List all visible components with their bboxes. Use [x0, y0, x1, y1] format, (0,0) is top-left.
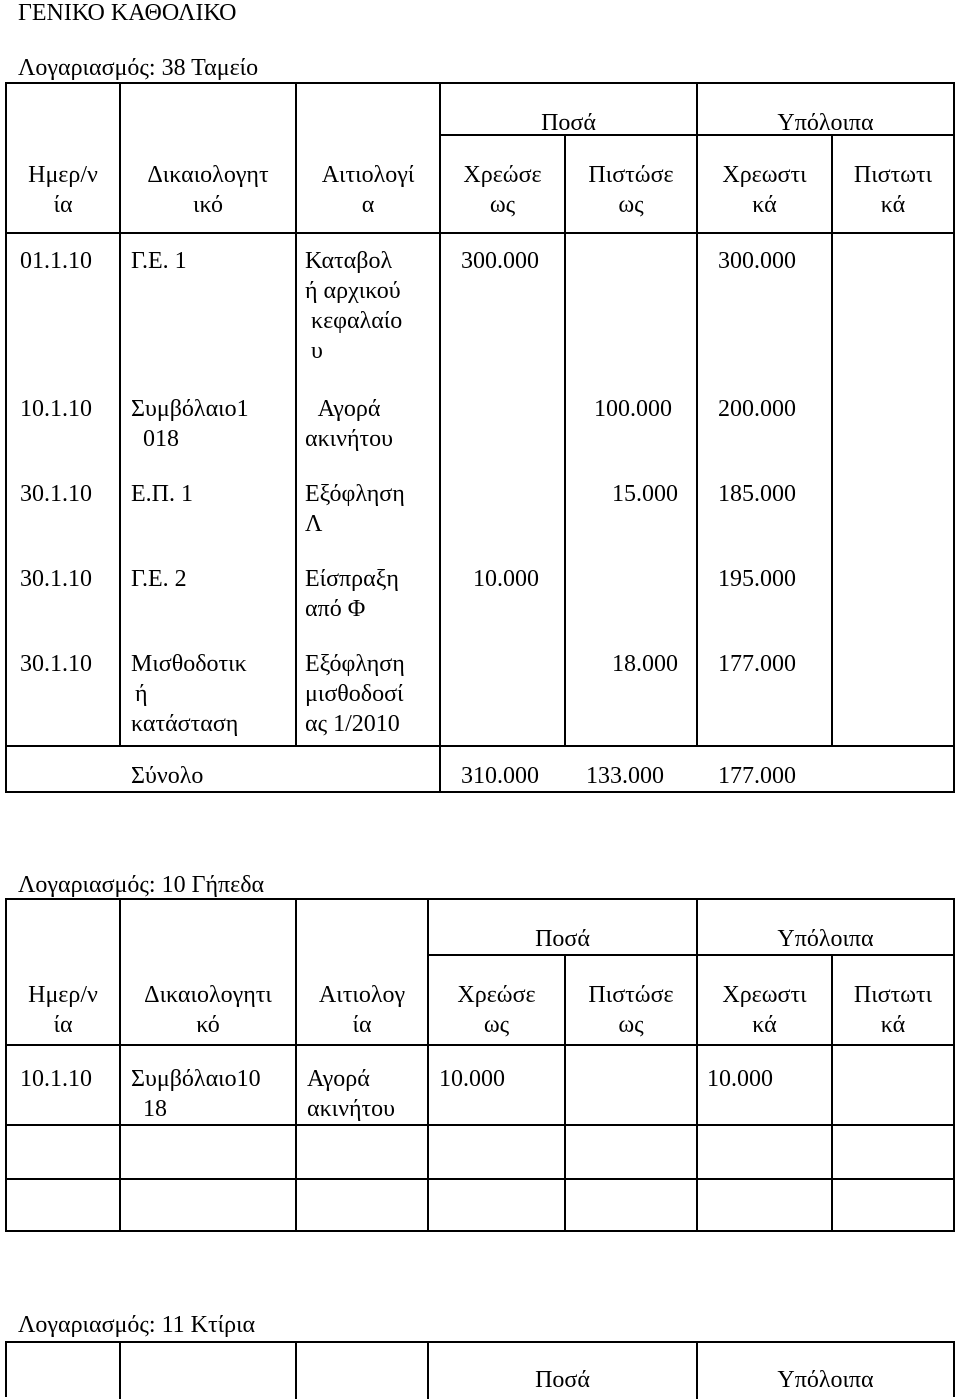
row-balance-debit: 300.000 [718, 248, 796, 274]
row-date: 01.1.10 [20, 248, 92, 274]
row-balance-debit: 177.000 [718, 651, 796, 677]
column-header-debit: Χρεώσε ως [457, 982, 536, 1038]
row-balance-debit: 200.000 [718, 396, 796, 422]
column-header-date: Ημερ/ν ία [28, 982, 98, 1038]
total-label: Σύνολο [131, 763, 204, 789]
ledger-table-38 [5, 82, 955, 793]
row-debit: 300.000 [461, 248, 539, 274]
row-debit: 10.000 [439, 1066, 505, 1092]
total-credit: 133.000 [586, 763, 664, 789]
row-document: Γ.Ε. 2 [131, 566, 187, 592]
row-balance-debit: 10.000 [707, 1066, 773, 1092]
column-header-credit: Πιστώσε ως [588, 982, 674, 1038]
row-document: Μισθοδοτικ ή κατάσταση [131, 651, 247, 737]
total-balance-debit: 177.000 [718, 763, 796, 789]
column-header-balance-credit: Πιστωτι κά [853, 982, 933, 1038]
row-document: Συμβόλαιο1 018 [131, 396, 249, 452]
row-date: 30.1.10 [20, 651, 92, 677]
row-document: Γ.Ε. 1 [131, 248, 187, 274]
column-header-balance-credit: Πιστωτι κά [853, 162, 933, 218]
amounts-group-header: Ποσά [535, 926, 590, 952]
row-credit: 15.000 [612, 481, 678, 507]
row-balance-debit: 185.000 [718, 481, 796, 507]
row-reason: Εξόφληση Λ [305, 481, 405, 537]
column-header-balance-debit: Χρεωστι κά [722, 982, 807, 1038]
column-header-balance-debit: Χρεωστι κά [722, 162, 807, 218]
row-credit: 100.000 [594, 396, 672, 422]
column-header-date: Ημερ/ν ία [28, 162, 98, 218]
row-reason: Εξόφληση μισθοδοσί ας 1/2010 [305, 651, 405, 737]
row-reason: Αγορά ακινήτου [305, 396, 394, 452]
column-header-debit: Χρεώσε ως [463, 162, 542, 218]
balance-group-header: Υπόλοιπα [777, 1367, 874, 1393]
row-date: 30.1.10 [20, 566, 92, 592]
account-heading-38: Λογαριασμός: 38 Ταμείο [18, 55, 259, 81]
total-debit: 310.000 [461, 763, 539, 789]
row-reason: Είσπραξη από Φ [305, 566, 399, 622]
column-header-credit: Πιστώσε ως [588, 162, 674, 218]
ledger-table-10 [5, 898, 955, 1232]
row-date: 30.1.10 [20, 481, 92, 507]
row-document: Ε.Π. 1 [131, 481, 193, 507]
account-heading-10: Λογαριασμός: 10 Γήπεδα [18, 872, 265, 898]
balance-group-header: Υπόλοιπα [777, 926, 874, 952]
column-header-reason: Αιτιολογί α [321, 162, 415, 218]
row-debit: 10.000 [473, 566, 539, 592]
page-title: ΓΕΝΙΚΟ ΚΑΘΟΛΙΚΟ [18, 0, 237, 26]
row-date: 10.1.10 [20, 1066, 92, 1092]
amounts-group-header: Ποσά [541, 110, 596, 136]
amounts-group-header: Ποσά [535, 1367, 590, 1393]
column-header-reason: Αιτιολογ ία [318, 982, 406, 1038]
account-heading-11: Λογαριασμός: 11 Κτίρια [18, 1312, 256, 1338]
column-header-document: Δικαιολογητι κό [144, 982, 272, 1038]
row-balance-debit: 195.000 [718, 566, 796, 592]
row-credit: 18.000 [612, 651, 678, 677]
balance-group-header: Υπόλοιπα [777, 110, 874, 136]
column-header-document: Δικαιολογητ ικό [147, 162, 269, 218]
row-reason: Καταβολ ή αρχικού κεφαλαίο υ [305, 248, 403, 364]
ledger-table-11 [5, 1341, 955, 1397]
row-reason: Αγορά ακινήτου [307, 1066, 396, 1122]
row-date: 10.1.10 [20, 396, 92, 422]
row-document: Συμβόλαιο10 18 [131, 1066, 261, 1122]
